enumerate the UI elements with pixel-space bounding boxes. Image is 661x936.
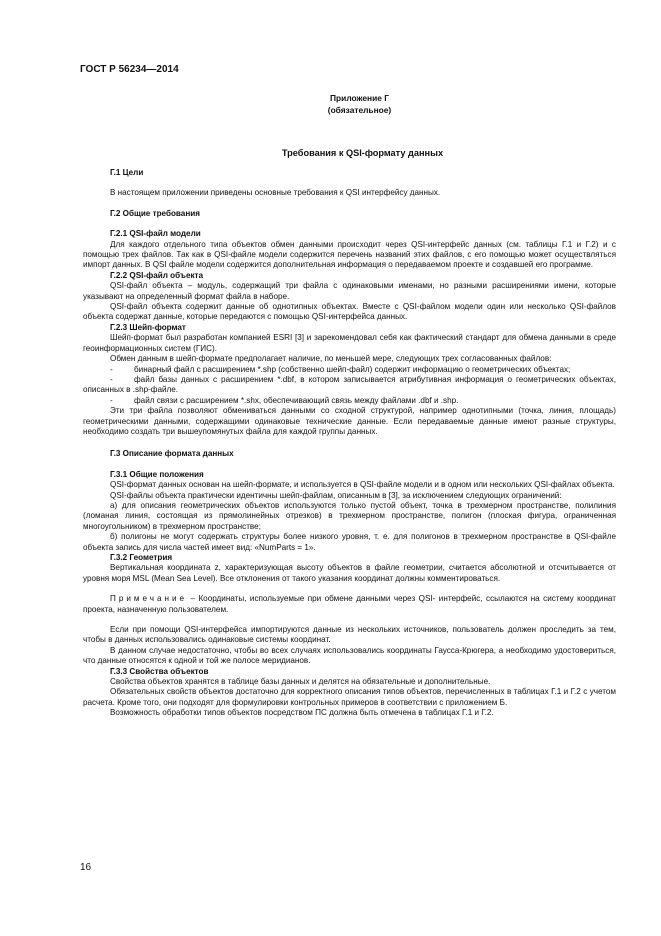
note-text: – Координаты, используемые при обмене данными через QSI- интерфейс, ссылаются на систему координат проекта, назначенную пользователем. [83,594,616,614]
paragraph: В данном случае недостаточно, чтобы во всех случаях использовались координаты Гаусса-Крюгера, а необходимо удостовериться, что данные относятся к одной и той же полосе меридианов. [83,645,616,666]
paragraph: QSI-файл объекта – модуль, содержащий три файла с одинаковыми именами, но разными расширениями имени, которые указывают на определенный формат файла в наборе. [83,281,616,301]
list-item: а) для описания геометрических объектов используются только пустой объект, точка в трехмерном пространстве, полилиния (ломаная линия, состоящая из прямолинейных отрезков) в трехмерном пространстве, полигон (плоская фигура, ограниченная многоугольником) в трехмерном пространстве; [83,500,616,531]
paragraph: Возможность обработки типов объектов посредством ПС должна быть отмечена в таблицах Г.1 и Г.2. [110,708,494,718]
list-item: - файл базы данных с расширением *.dbf, в котором записывается атрибутивная информация о геометрических объектах, описанных в .shp-файле. [83,374,616,395]
list-item: - бинарный файл с расширением *.shp (собственно шейп-файл) содержит информацию о геометрических объектах; [110,364,571,374]
main-title: Требования к QSI-формату данных [281,148,444,158]
paragraph: Обмен данным в шейп-формате предполагает наличие, по меньшей мере, следующих трех согласованных файлов: [110,354,552,364]
section-heading-g32: Г.3.2 Геометрия [110,553,173,562]
section-heading-g2: Г.2 Общие требования [110,208,200,218]
paragraph: Свойства объектов хранятся в таблице базы данных и делятся на обязательные и дополнительные. [110,677,491,687]
list-dash: - [110,395,113,405]
list-item: - файл связи с расширением *.shx, обеспечивающий связь между файлами .dbf и .shp. [110,395,459,405]
section-heading-g23: Г.2.3 Шейп-формат [110,322,186,332]
page-number: 16 [80,862,92,873]
paragraph: Шейп-формат был разработан компанией ESRI [3] и зарекомендовал себя как фактический стандарт для обмена данными в среде геоинформационных систем (ГИС). [83,333,616,353]
document-body [83,168,616,719]
section-heading-g1: Г.1 Цели [110,168,144,177]
appendix-subtitle: (обязательное) [327,105,392,115]
paragraph: QSI-файл объекта содержит данные об однотипных объектах. Вместе с QSI-файлом модели один или несколько QSI-файлов объекта содержат данные, которые передаются с помощью QSI-интерфейса данных. [83,302,616,322]
paragraph: QSI-формат данных основан на шейп-формате, и используется в QSI-файле модели и в одном или нескольких QSI-файлах объекта. [110,480,615,490]
paragraph: Для каждого отдельного типа объектов обмен данными происходит через QSI-интерфейс данных (см. таблицы Г.1 и Г.2) и с помощью трех файлов. Так как в QSI-файле модели содержится перечень названий этих файлов, с его помощью может осуществляться импорт данных. В QSI файле модели содержится дополнительная информация о передаваемом проекте и создавшей его программе. [83,239,616,270]
standard-header: ГОСТ Р 56234—2014 [80,64,179,75]
section-heading-g31: Г.3.1 Общие положения [110,469,204,479]
section-heading-g22: Г.2.2 QSI-файл объекта [110,270,204,280]
paragraph: Вертикальная координата z, характеризующая высоту объектов в файле геометрии, считается абсолютной и отсчитывается от уровня моря MSL (Mean Sea Level). Все отклонения от такого указания координат должны комментироваться. [83,563,616,583]
appendix-title: Приложение Г [330,93,389,103]
list-dash: - [110,374,113,384]
list-dash: - [110,364,113,374]
section-heading-g21: Г.2.1 QSI-файл модели [110,229,201,239]
paragraph: Эти три файла позволяют обмениваться данными со сходной структурой, например однотипными (точка, линия, площадь) геометрическими данными, содержащими одинаковые технические данные. Если передаваемые данные имеют разные структуры, необходимо создать три вышеупомянутых файла для каждой группы данных. [83,406,616,436]
paragraph: Если при помощи QSI-интерфейса импортируются данные из нескольких источников, пользователь должен проследить за тем, чтобы в данных использовались одинаковые системы координат. [83,625,616,645]
section-heading-g3: Г.3 Описание формата данных [110,449,234,459]
appendix-title-block [0,92,661,116]
section-heading-g33: Г.3.3 Свойства объектов [110,666,209,676]
note [83,594,616,615]
paragraph: В настоящем приложении приведены основные требования к QSI интерфейсу данных. [110,188,441,198]
note-label: Примечание [110,594,188,604]
paragraph: QSI-файлы объекта практически идентичны шейп-файлам, описанным в [3], за исключением следующих ограничений: [110,490,562,500]
list-item: б) полигоны не могут содержать структуры более низкого уровня, т. е. для полигонов в трехмерном пространстве в QSI-файле объекта запись для числа частей имеет вид: «NumParts = 1». [83,532,616,552]
paragraph: Обязательных свойств объектов достаточно для корректного описания типов объектов, перечисленных в таблицах Г.1 и Г.2 с учетом расчета. Кроме того, они подходят для формулировки контрольных примеров в соответствии с приложением Б. [83,687,616,707]
